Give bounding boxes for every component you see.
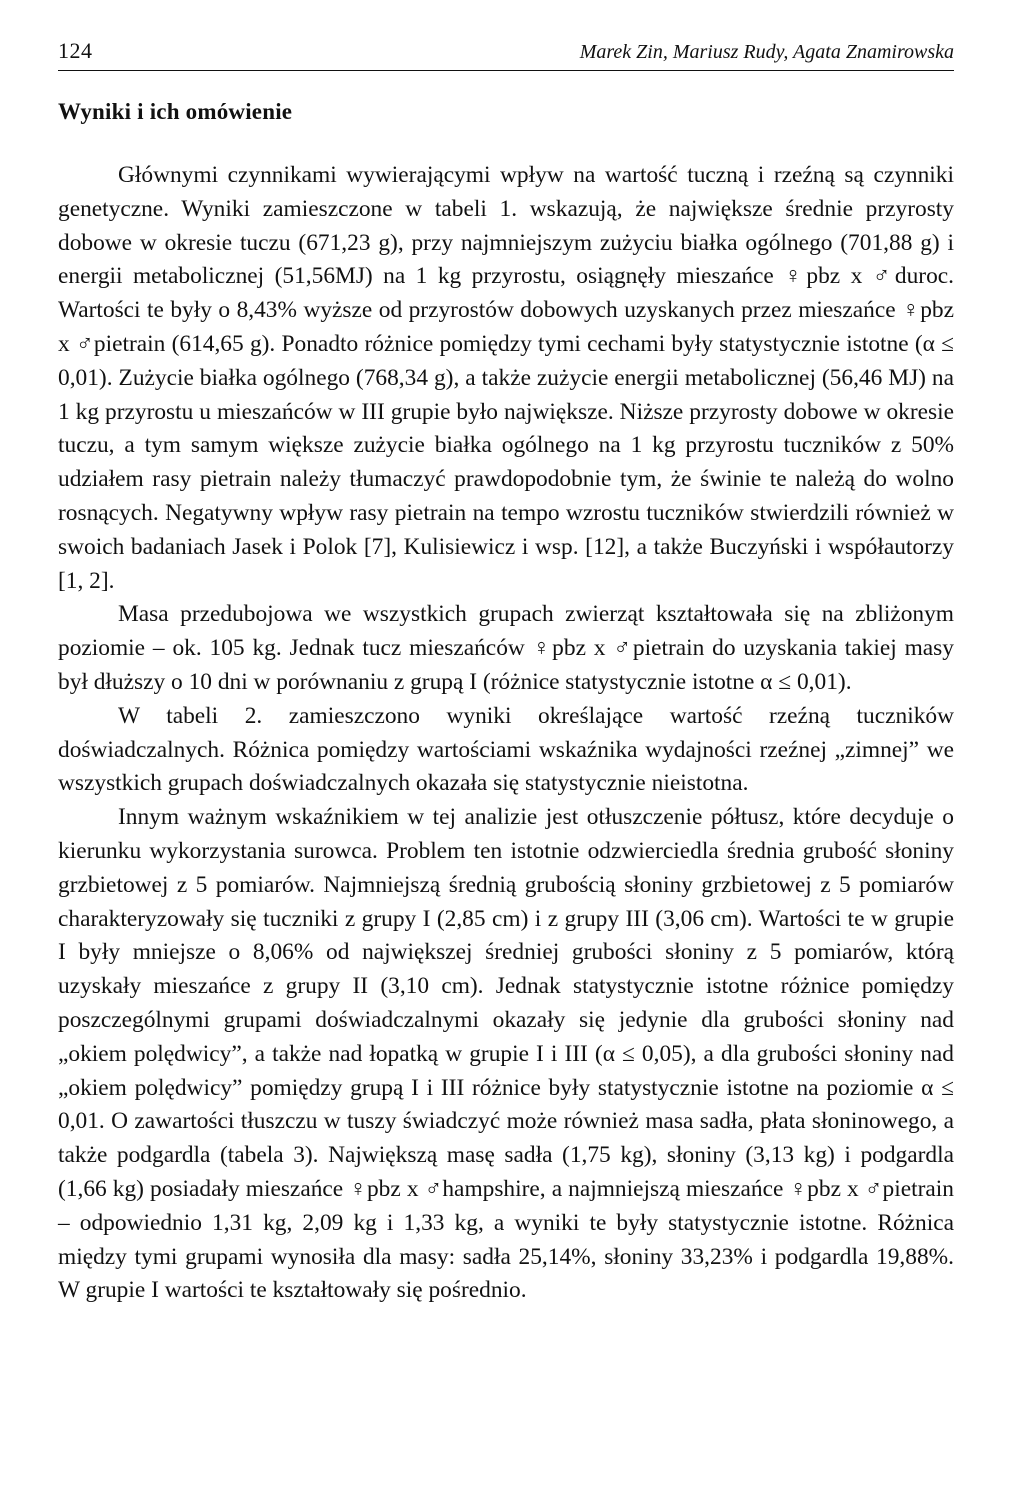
document-page — [58, 38, 954, 1308]
page-number: 124 — [58, 38, 93, 63]
paragraph-results-growth: Głównymi czynnikami wywierającymi wpływ na wartość tuczną i rzeźną są czynniki genetyczne. Wyniki zamieszczone w tabeli 1. wskazują, że największe średnie przyrosty dobowe w okresie tuczu (671,23 g), przy najmniejszym zużyciu białka ogólnego (701,88 g) i energii metabolicznej (51,56MJ) na 1 kg przyrostu, osiągnęły mieszańce ♀pbz x ♂duroc. Wartości te były o 8,43% wyższe od przyrostów dobowych uzyskanych przez mieszańce ♀pbz x ♂pietrain (614,65 g). Ponadto różnice pomiędzy tymi cechami były statystycznie istotne (α ≤ 0,01). Zużycie białka ogólnego (768,34 g), a także zużycie energii metabolicznej (56,46 MJ) na 1 kg przyrostu u mieszańców w III grupie było największe. Niższe przyrosty dobowe w okresie tuczu, a tym samym większe zużycie białka ogólnego na 1 kg przyrostu tuczników z 50% udziałem rasy pietrain należy tłumaczyć prawdopodobnie tym, że świnie te należą do wolno rosnących. Negatywny wpływ rasy pietrain na tempo wzrostu tuczników stwierdzili również w swoich badaniach Jasek i Polok [7], Kulisiewicz i wsp. [12], a także Buczyński i współautorzy [1, 2]. — [58, 162, 954, 594]
paragraph-slaughter-weight: Masa przedubojowa we wszystkich grupach zwierząt kształtowała się na zbliżonym poziomie – ok. 105 kg. Jednak tucz mieszańców ♀pbz x ♂pietrain do uzyskania takiej masy był dłuższy o 10 dni w porównaniu z grupą I (różnice statystycznie istotne α ≤ 0,01). — [58, 601, 954, 695]
running-header — [58, 38, 954, 71]
paragraph-fatness: Innym ważnym wskaźnikiem w tej analizie jest otłuszczenie półtusz, które decyduje o kierunku wykorzystania surowca. Problem ten istotnie odzwierciedla średnia grubość słoniny grzbietowej z 5 pomiarów. Najmniejszą średnią grubością słoniny grzbietowej z 5 pomiarów charakteryzowały się tuczniki z grupy I (2,85 cm) i z grupy III (3,06 cm). Wartości te w grupie I były mniejsze o 8,06% od największej średniej grubości słoniny z 5 pomiarów, którą uzyskały mieszańce z grupy II (3,10 cm). Jednak statystycznie istotne różnice pomiędzy poszczególnymi grupami doświadczalnymi okazały się jedynie dla grubości słoniny nad „okiem polędwicy”, a także nad łopatką w grupie I i III (α ≤ 0,05), a dla grubości słoniny nad „okiem polędwicy” pomiędzy grupą I i III różnice były statystycznie istotne na poziomie α ≤ 0,01. O zawartości tłuszczu w tuszy świadczyć może również masa sadła, płata słoninowego, a także podgardla (tabela 3). Największą masę sadła (1,75 kg), słoniny (3,13 kg) i podgardla (1,66 kg) posiadały mieszańce ♀pbz x ♂hampshire, a najmniejszą mieszańce ♀pbz x ♂pietrain – odpowiednio 1,31 kg, 2,09 kg i 1,33 kg, a wyniki te były statystycznie istotne. Różnica między tymi grupami wynosiła dla masy: sadła 25,14%, słoniny 33,23% i podgardla 19,88%. W grupie I wartości te kształtowały się pośrednio. — [58, 804, 954, 1304]
paragraph-slaughter-value: W tabeli 2. zamieszczono wyniki określające wartość rzeźną tuczników doświadczalnych. Różnica pomiędzy wartościami wskaźnika wydajności rzeźnej „zimnej” we wszystkich grupach doświadczalnych okazała się statystycznie nieistotna. — [58, 702, 954, 797]
section-title: Wyniki i ich omówienie — [58, 99, 293, 124]
running-head-authors: Marek Zin, Mariusz Rudy, Agata Znamirowska — [579, 41, 954, 63]
